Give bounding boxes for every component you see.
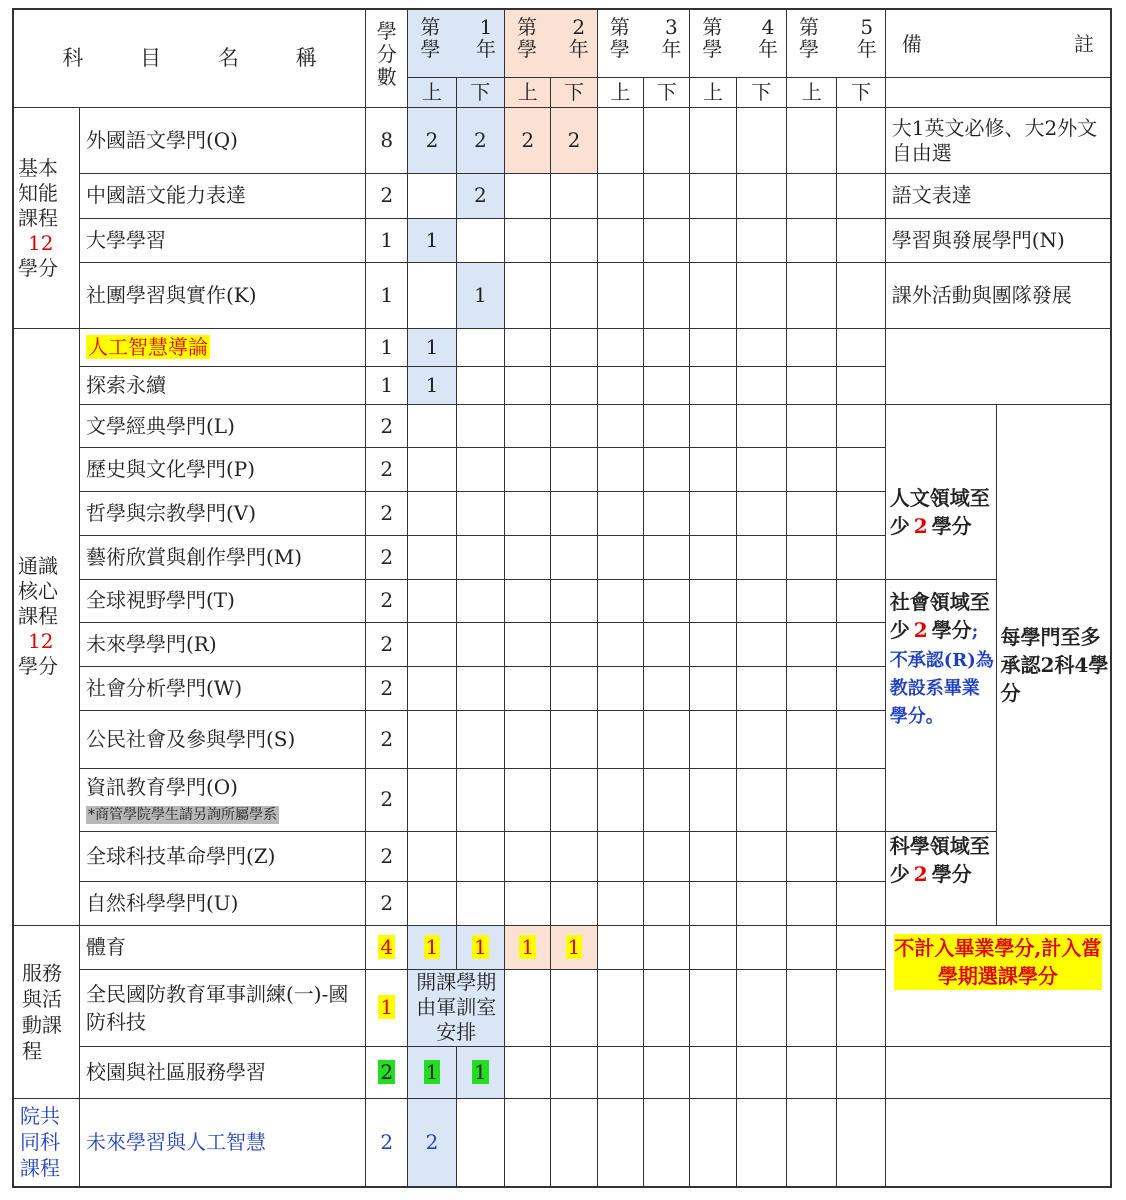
per-door-text: 每學門至多承認2科4學分: [1000, 625, 1109, 706]
header-char-3: 名: [217, 46, 239, 71]
table-row: [13, 1046, 1111, 1098]
remark-header-empty: [885, 77, 1111, 107]
social-domain-remark: [885, 580, 996, 831]
course-name: 藝術欣賞與創作學門(M): [79, 536, 365, 580]
course-credits: 8: [366, 107, 408, 173]
human-num: 2: [913, 514, 928, 539]
course-credits: 2: [366, 580, 408, 622]
course-remark: 大1英文必修、大2外文自由選: [885, 107, 1111, 173]
year-3-a: 第學: [609, 15, 630, 61]
year-5-nian: 年: [856, 37, 877, 61]
general-category: [13, 329, 79, 926]
course-credits: 2: [366, 405, 408, 447]
general-cat-c: 課程: [18, 604, 58, 629]
college-cat-text: 院共同科課程: [20, 1104, 60, 1181]
year-2-a: 第學: [517, 15, 538, 61]
science-pre: 科學領域至少: [889, 833, 990, 886]
science-post: 學分: [931, 861, 972, 886]
table-row: [13, 174, 1111, 218]
year-1-b: [476, 16, 496, 60]
course-credits: 2: [366, 622, 408, 666]
course-name: 歷史與文化學門(P): [79, 447, 365, 491]
science-num: 2: [913, 861, 928, 886]
college-category: [13, 1098, 79, 1187]
course-credits: 2: [366, 831, 408, 881]
y1d-cell: 2: [456, 107, 504, 173]
table-row: [13, 262, 1111, 328]
y5-down: 下: [837, 77, 885, 107]
y2u-cell: [505, 926, 551, 970]
course-name: 公民社會及參與學門(S): [79, 710, 365, 768]
human-domain-remark: [885, 405, 996, 580]
year-5-b: [857, 16, 877, 60]
basic-category: [13, 107, 79, 328]
year-2-nian: 年: [568, 37, 589, 61]
year-3-num: 3: [664, 15, 678, 39]
header-char-4: 稱: [295, 46, 317, 71]
service-remark-text: 不計入畢業學分,計入當學期選課學分: [894, 936, 1102, 989]
curriculum-table: [12, 8, 1112, 1188]
y1-up: 上: [408, 77, 456, 107]
course-name: 全球科技革命學門(Z): [79, 831, 365, 881]
general-cat-b: 核心: [18, 579, 58, 604]
course-credits: 2: [366, 447, 408, 491]
y1u-cell: 2: [408, 1098, 456, 1187]
course-credits: 1: [366, 329, 408, 367]
course-credits-cell: [366, 926, 408, 970]
year-3-b: [661, 16, 681, 60]
course-credits: 2: [380, 1059, 394, 1084]
course-credits: 2: [366, 536, 408, 580]
y1d-cell: 2: [456, 174, 504, 218]
remark-header-b: 註: [1074, 32, 1094, 56]
science-domain-remark: [885, 831, 996, 925]
course-credits: 2: [366, 881, 408, 925]
year-2-b: [569, 16, 589, 60]
y2u-value: 1: [521, 935, 535, 960]
y2d-value: 1: [567, 935, 581, 960]
y1d-value: 1: [474, 1059, 487, 1084]
header-char-1: 科: [62, 46, 84, 71]
y1u-cell: [408, 1046, 456, 1098]
table-row: [13, 580, 1111, 622]
y1u-cell: 1: [408, 367, 456, 405]
course-name: 大學學習: [79, 218, 365, 262]
y4-down: 下: [736, 77, 786, 107]
course-name-cell: [79, 769, 365, 831]
course-name: 外國語文學門(Q): [79, 107, 365, 173]
course-name-cell: [79, 329, 365, 367]
course-name: 文學經典學門(L): [79, 405, 365, 447]
y1d-cell: [456, 1046, 504, 1098]
table-row: [13, 405, 1111, 447]
table-row: [13, 329, 1111, 367]
social-mid: 學分: [931, 618, 972, 643]
subject-name-header: [13, 9, 366, 107]
y1u-cell: [408, 926, 456, 970]
social-blue: ;不承認(R)為教設系畢業學分。: [889, 621, 994, 727]
y1u-value: 1: [425, 935, 439, 960]
y3-up: 上: [597, 77, 643, 107]
y1u-cell: 1: [408, 218, 456, 262]
table-row: [13, 218, 1111, 262]
remark-empty: [885, 1098, 1111, 1187]
basic-cat-d: 學分: [18, 255, 58, 280]
y1u-cell: 1: [408, 329, 456, 367]
y2d-cell: [551, 926, 597, 970]
y1d-value: 1: [474, 935, 487, 960]
general-cat-d: 學分: [18, 654, 58, 679]
year-1-header: [408, 9, 505, 77]
credits-header-text: 學分數: [376, 19, 397, 89]
table-row: [13, 107, 1111, 173]
year-2-num: 2: [572, 15, 586, 39]
year-4-nian: 年: [758, 37, 779, 61]
y2d-cell: 2: [551, 107, 597, 173]
course-name: 未來學學門(R): [79, 622, 365, 666]
course-name: 未來學習與人工智慧: [79, 1098, 365, 1187]
course-credits: 2: [366, 174, 408, 218]
y1u-cell: 2: [408, 107, 456, 173]
social-num: 2: [913, 618, 928, 643]
course-name: 探索永續: [79, 367, 365, 405]
course-credits: 1: [366, 218, 408, 262]
year-4-a: 第學: [702, 15, 723, 61]
per-door-remark: [996, 405, 1111, 926]
service-cat-text: 服務與活動課程: [22, 960, 62, 1063]
y2-down: 下: [551, 77, 597, 107]
year-4-b: [758, 16, 778, 60]
year-1-a: 第學: [420, 15, 441, 61]
remark-empty: [885, 1046, 1111, 1098]
year-1-num: 1: [479, 15, 493, 39]
y2u-cell: 2: [505, 107, 551, 173]
basic-cat-a: 基本: [18, 155, 58, 180]
remark-header-a: 備: [901, 32, 922, 56]
course-name: 哲學與宗教學門(V): [79, 491, 365, 535]
basic-cat-b: 知能: [18, 180, 58, 205]
year-2-header: [505, 9, 598, 77]
y1-down: 下: [456, 77, 504, 107]
human-pre: 人文領域至少: [889, 486, 990, 539]
course-name: 自然科學學門(U): [79, 881, 365, 925]
human-post: 學分: [931, 514, 972, 539]
basic-cat-c: 課程: [18, 205, 58, 230]
y5-up: 上: [787, 77, 837, 107]
remark-empty: [885, 329, 1111, 405]
remark-header: [885, 9, 1111, 77]
course-name: 社團學習與實作(K): [79, 262, 365, 328]
military-note: 開課學期由軍訓室安排: [408, 970, 505, 1046]
service-remark: [885, 926, 1111, 1047]
course-credits: 4: [380, 935, 394, 960]
course-credits: 2: [366, 1098, 408, 1187]
course-name: 全民國防教育軍事訓練(一)-國防科技: [79, 970, 365, 1046]
table-row: [13, 831, 1111, 881]
general-cat-a: 通識: [18, 554, 58, 579]
course-credits: 2: [366, 769, 408, 831]
y2-up: 上: [505, 77, 551, 107]
course-name: 人工智慧導論: [87, 335, 208, 360]
header-char-2: 目: [140, 46, 162, 71]
table-row: [13, 1098, 1111, 1187]
course-remark: 課外活動與團隊發展: [885, 262, 1111, 328]
y3-down: 下: [644, 77, 690, 107]
course-credits: 2: [366, 491, 408, 535]
year-5-num: 5: [860, 15, 874, 39]
service-category: [13, 926, 79, 1099]
course-credits: 1: [380, 995, 394, 1020]
general-cat-num: 12: [28, 629, 54, 654]
course-credits-cell: [366, 1046, 408, 1098]
course-remark: 語文表達: [885, 174, 1111, 218]
course-credits: 2: [366, 710, 408, 768]
credits-header: [366, 9, 408, 107]
course-name: 體育: [79, 926, 365, 970]
year-1-nian: 年: [476, 37, 497, 61]
year-4-num: 4: [761, 15, 775, 39]
y4-up: 上: [690, 77, 736, 107]
social-pre: 社會領域至少: [889, 590, 990, 643]
year-3-nian: 年: [661, 37, 682, 61]
y1d-cell: 1: [456, 262, 504, 328]
course-credits: 1: [366, 262, 408, 328]
y1u-value: 1: [425, 1059, 439, 1084]
course-credits: 1: [366, 367, 408, 405]
course-name: 中國語文能力表達: [79, 174, 365, 218]
year-5-header: [787, 9, 886, 77]
course-name: 社會分析學門(W): [79, 666, 365, 710]
year-3-header: [597, 9, 690, 77]
course-name: 全球視野學門(T): [79, 580, 365, 622]
course-name: 校園與社區服務學習: [79, 1046, 365, 1098]
course-remark: 學習與發展學門(N): [885, 218, 1111, 262]
y1d-cell: [456, 926, 504, 970]
table-row: [13, 926, 1111, 970]
course-name: 資訊教育學門(O): [85, 774, 238, 799]
basic-cat-num: 12: [28, 230, 54, 255]
year-5-a: 第學: [799, 15, 820, 61]
course-note: *商管學院學生請另詢所屬學系: [87, 806, 277, 823]
course-credits: 2: [366, 666, 408, 710]
year-4-header: [690, 9, 787, 77]
course-credits-cell: [366, 970, 408, 1046]
